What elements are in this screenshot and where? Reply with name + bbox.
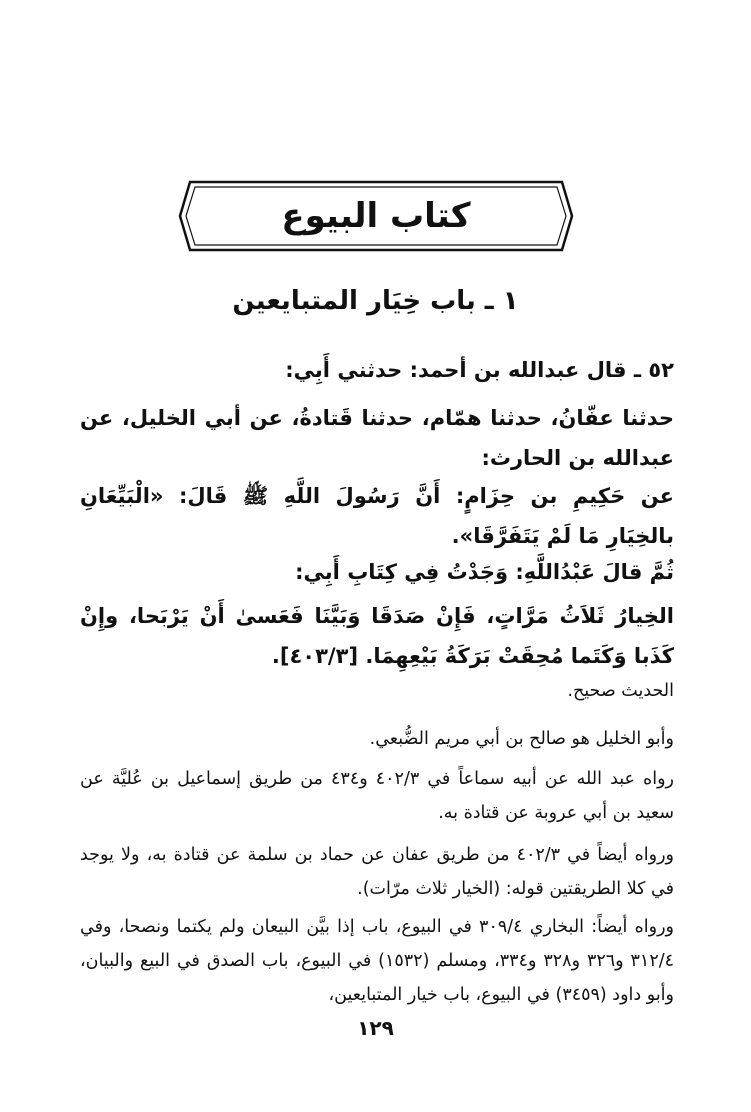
hadith-text: عن حَكِيمِ بن حِزَامٍ: أَنَّ رَسُولَ اللَّهِ ﷺ قَالَ: «الْبَيِّعَانِ بالخِيَارِ مَا لَمْ يَتَفَرَّقَا». (80, 484, 674, 548)
hadith-intro: ٥٢ ـ قال عبدالله بن أحمد: حدثني أَبِي: (285, 358, 674, 382)
hadith-addition-intro: ثُمَّ قالَ عَبْدُاللَّهِ: وَجَدْتُ فِي كِتَابِ أَبِي: (295, 560, 674, 584)
page-number: ١٢٩ (357, 1016, 394, 1040)
commentary-source-2: ورواه أيضاً في ٤٠٢/٣ من طريق عفان عن حماد بن سلمة عن قتادة به، ولا يوجد في كلا الطريقتين قوله: (الخيار ثلاث مرّات). (80, 845, 674, 899)
hadith-addition-text: الخِيارُ ثَلاَثُ مَرَّاتٍ، فَإِنْ صَدَقَا وَبَيَّنَا فَعَسىٰ أَنْ يَرْبَحا، وإِنْ كَذَبا وَكَتَما مُحِقَتْ بَرَكَةُ بَيْعِهِمَا. [٤٠٣/٣]. (80, 604, 674, 668)
commentary-source-3: ورواه أيضاً: البخاري ٣٠٩/٤ في البيوع، باب إذا بيَّن البيعان ولم يكتما ونصحا، وفي ٣١٢/٤ و٣٢٦ و٣٢٨ و٣٣٤، ومسلم (١٥٣٢) في البيوع، باب الصدق في البيع والبيان، وأبو داود (٣٤٥٩) في البيوع، باب خيار المتبايعين، (80, 917, 675, 1005)
commentary-grading: الحديث صحيح. (567, 681, 674, 701)
commentary-source-1: رواه عبد الله عن أبيه سماعاً في ٤٠٢/٣ و٤٣٤ من طريق إسماعيل بن عُليَّة عن سعيد بن أبي عروبة عن قتادة به. (80, 769, 674, 823)
title-frame (176, 178, 576, 254)
commentary-narrator: وأبو الخليل هو صالح بن أبي مريم الضُّبعي. (369, 729, 674, 749)
chapter-title: ١ ـ باب خِيَار المتبايعين (232, 286, 519, 316)
hadith-chain: حدثنا عفّانُ، حدثنا همّام، حدثنا قَتادةُ، عن أبي الخليل، عن عبدالله بن الحارث: (80, 406, 674, 470)
book-title: كتاب البيوع (281, 196, 471, 236)
